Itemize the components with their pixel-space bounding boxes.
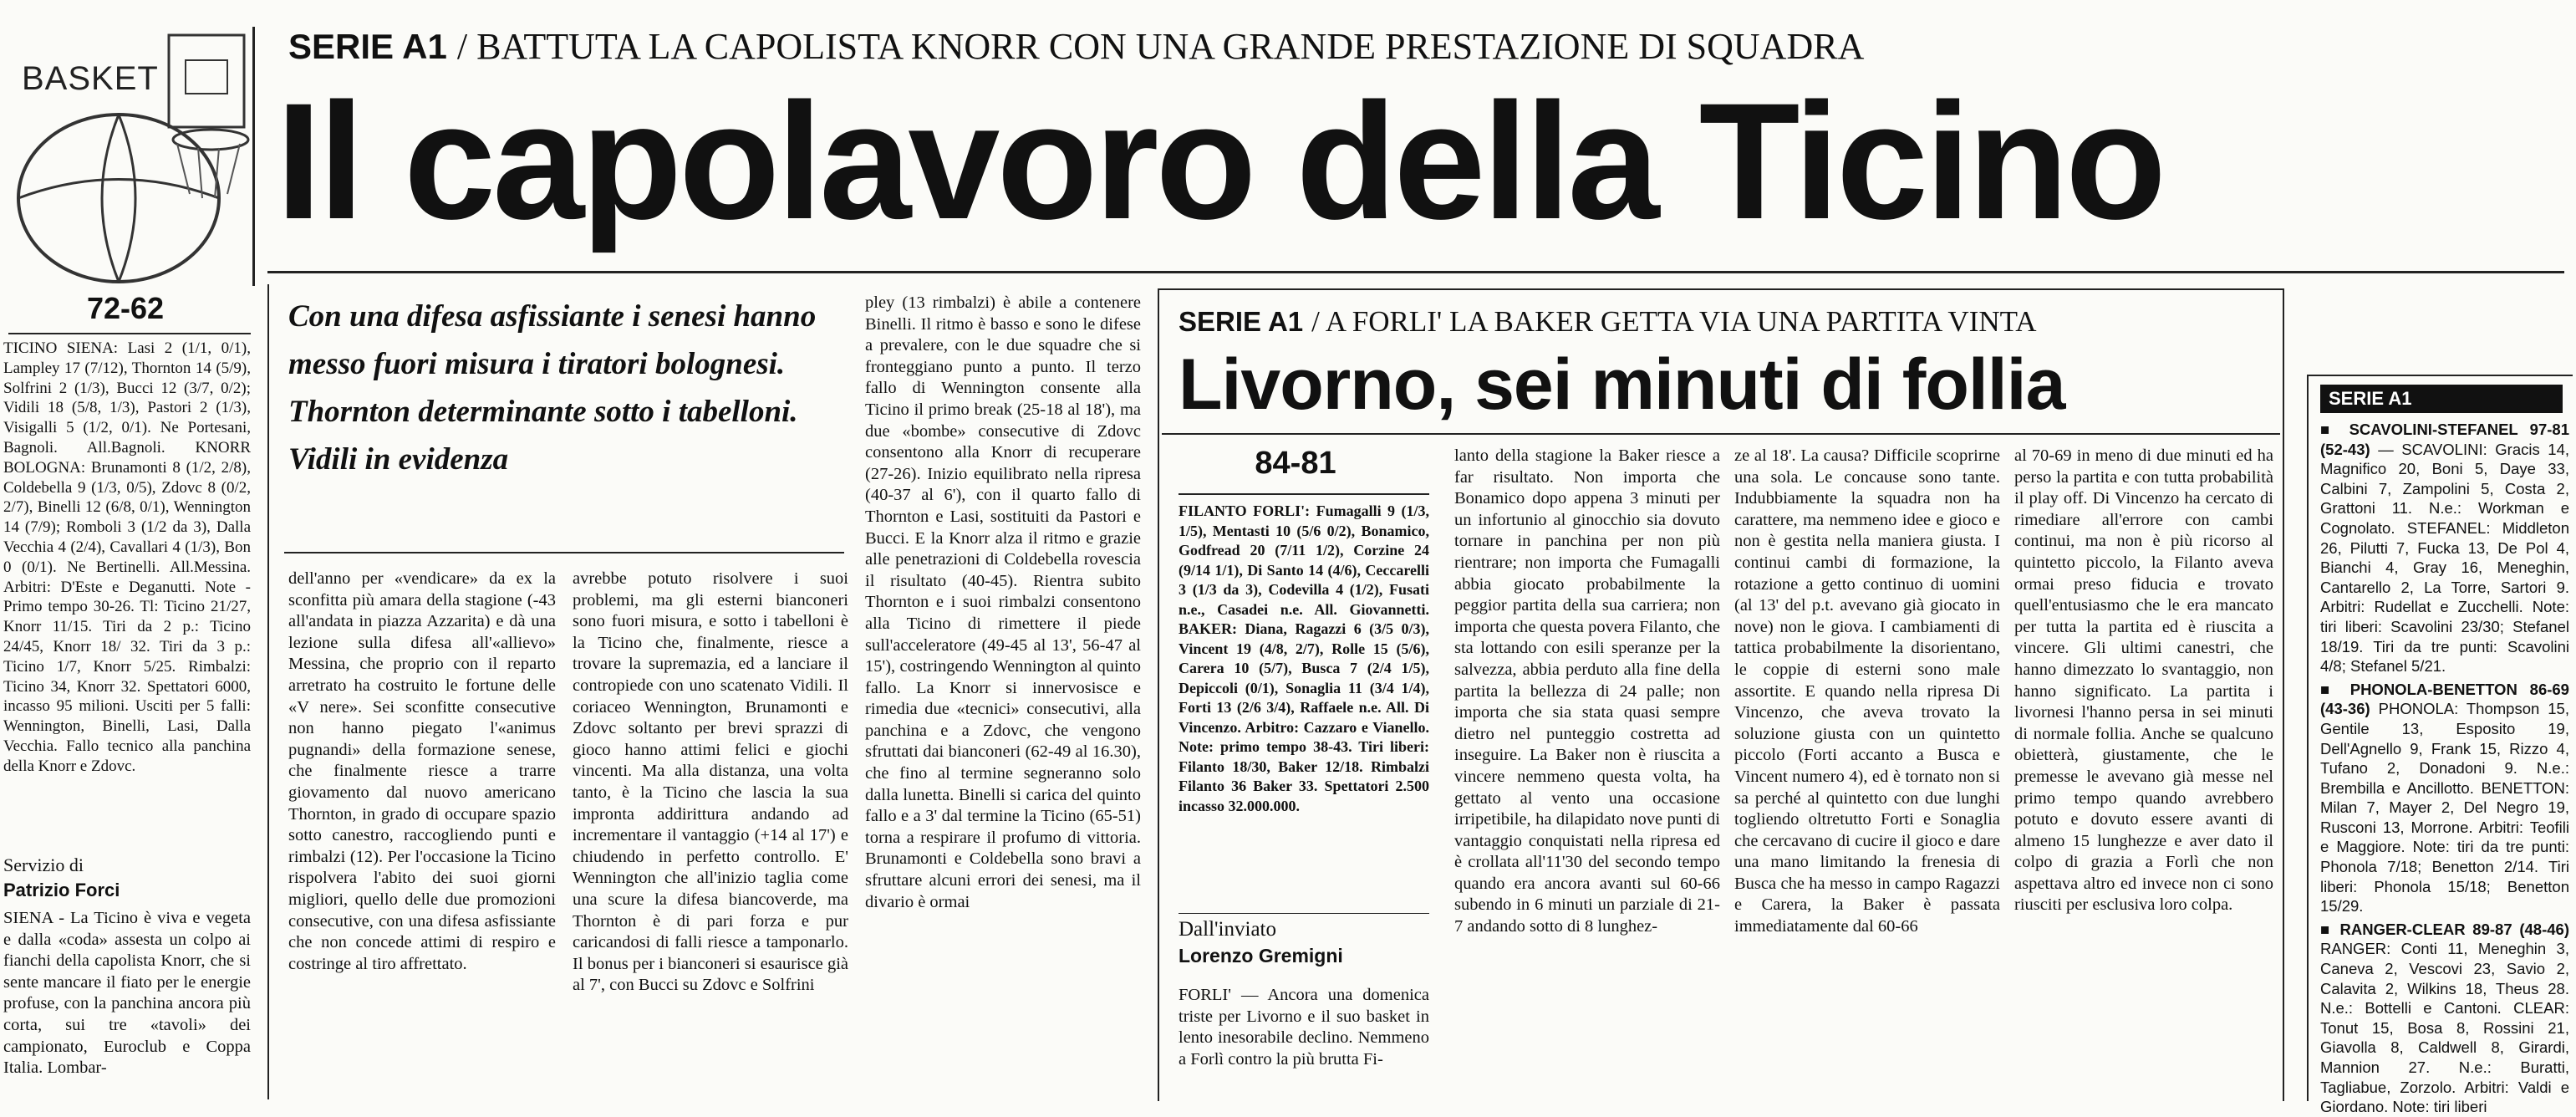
result-title: PHONOLA-BENETTON 86-69 (43-36) bbox=[2320, 680, 2569, 718]
second-score-box: 84-81 bbox=[1255, 446, 1336, 481]
second-column-3: ze al 18'. La causa? Difficile scoprirne una sola. Le concause sono tante. Indubbiamente la squadra non ha carattere, ma nemmeno idee e gioco e non è gestita nella maniera giusta. I continui cambi di formazione, la rotazione a getto continuo di uomini (al 13' del p.t. avevano già giocato in nove) non le giova. I cambiamenti di tattica probabilmente la disorientano, le coppie di esterni sono male assortite. E quando nella ripresa Di Vincenzo, che aveva trovato la soluzione giusta con un quintetto piccolo (Forti accanto a Busca e Vincent numero 4), ed è tornato non si sa perché al quintetto con due lunghi togliendo oltretutto Forti e Sonaglia che cercavano di cucire il gioco e dare una mano limitando la frenesia di Busca che ha messo in campo Ragazzi e Carera, la Baker è passata immediatamente dal 60-66 bbox=[1734, 446, 2000, 936]
second-column-1: FORLI' — Ancora una domenica triste per Livorno e il suo basket in lento inesorabile declino. Nemmeno a Forlì contro la più brutta Fi- bbox=[1179, 986, 1429, 1069]
page-title: Il capolavoro della Ticino bbox=[276, 69, 2163, 253]
results-sidebar bbox=[2307, 375, 2573, 1116]
second-tab-rule bbox=[1179, 913, 1429, 914]
second-score-divider bbox=[1179, 493, 1429, 495]
result-body: RANGER: Conti 11, Meneghin 3, Caneva 2, Vescovi 23, Savio 2, Calavita 2, Wilkins 18, Theus 28. N.e.: Bottelli e Cantoni. CLEAR: Tonut 15, Bosa 8, Rossini 21, Giavolla 8, Caldwell 8, Girardi, Mannion 27. N.e.: Buratti, Tagliabue, Zorzolo. Arbitri: Valdi e Giordano. Note: tiri liberi bbox=[2320, 940, 2569, 1116]
basketball-hoop-icon bbox=[2, 27, 252, 286]
main-kicker bbox=[288, 25, 1864, 68]
kicker-text: / BATTUTA LA CAPOLISTA KNORR CON UNA GRANDE PRESTAZIONE DI SQUADRA bbox=[456, 26, 1865, 67]
second-column-2: lanto della stagione la Baker riesce a far risultato. Non importa che Bonamico dopo appena 3 minuti per un infortunio al ginocchio sia dovuto tornare in panchina per non più rientrare; non importa che Fumagalli abbia giocato probabilmente la peggior partita della sua carriera; non importa che questa povera Filanto, che sta lottando con esili speranze per la salvezza, abbia perduto alla fine della partita la bellezza di 24 palle; non importa che sia stata quasi sempre dietro nel punteggio costretta ad inseguire. La Baker non è riuscita a vincere nemmeno questa volta, ha gettato al vento una occasione irripetibile, ha dilapidato nove punti di vantaggio conquistati nella ripresa ed è crollata all'11'30 del secondo tempo quando era ancora avanti sul 60-66 subendo in 6 minuti un parziale di 21-7 andando sotto di 8 lunghez- bbox=[1454, 446, 1720, 936]
second-headline-rule bbox=[1162, 433, 2280, 435]
byline-label: Servizio di bbox=[3, 854, 84, 875]
result-body: PHONOLA: Thompson 15, Gentile 13, Esposito 19, Dell'Agnello 9, Frank 15, Rizzo 4, Tufano 2, Donadoni 9. N.e.: Brembilla e Ancillotto. BENETTON: Milan 7, Mayer 2, Del Negro 19, Rusconi 13, Morrone. Arbitri: Teofili e Maggiore. Note: tiri da tre punti: Phonola 7/18; Benetton 2/14. Tiri liberi: Phonola 15/18; Benetton 15/29. bbox=[2320, 700, 2569, 916]
score-divider bbox=[8, 333, 251, 334]
score-box: 72-62 bbox=[86, 291, 165, 325]
results-header: SERIE A1 bbox=[2320, 385, 2563, 413]
section-tag: BASKET bbox=[22, 60, 159, 97]
article-column-4: pley (13 rimbalzi) è abile a contenere Binelli. Il ritmo è basso e sono le difese a prevalere, con le due squadre che si fronteggiano punto a punto. Il terzo fallo di Wennington consente alla Ticino il primo break (25-18 al 18'), ma due «bombe» consecutive di Zdovc consentono alla Knorr di recuperare (27-26). Inizio equilibrato nella ripresa (40-37 al 6'), con il quarto fallo di Thornton e Lasi, sostituiti da Pastori e Bucci. E la Knorr alza il ritmo e grazie alle penetrazioni di Coldebella rovescia il risultato (40-45). Rientra subito Thornton e i suoi rimbalzi consentono alla Ticino di rimettere il piede sull'acceleratore (49-45 al 13', 56-47 al 15'), costringendo Wennington al quinto fallo. La Knorr si innervosisce e rimedia due «tecnici» consecutivi, alla panchina e a Zdovc, che vengono sfruttati dai bianconeri (62-49 al 16.30), che fino al termine segneranno solo dalla lunetta. Binelli si carica del quinto fallo e a 3' dal termine la Ticino (65-51) torna a respirare il profumo di vittoria. Brunamonti e Coldebella sono bravi a sfruttare alcuni errori dei senesi, ma il divario è ormai bbox=[865, 293, 1141, 911]
bullet-icon: ■ bbox=[2320, 920, 2340, 938]
headline-rule bbox=[267, 271, 2564, 273]
second-kicker bbox=[1179, 305, 2036, 339]
article-column-3: avrebbe potuto risolvere i suoi problemi, ma gli esterni bianconeri sono fuori misura, e sotto i tabelloni è la Ticino che, finalmente, riesce a trovare la supremazia, ed a lanciare il contropiede con uno scatenato Vidili. Il coriaceo Wennington, Brunamonti e Zdovc soltanto per brevi sprazzi di gioco hanno attimi felici e giochi vincenti. Ma alla distanza, una volta tanto, è la Ticino che lascia la sua impronta addirittura andando ad incrementare il vantaggio (+14 al 17') e chiudendo in perfetto controllo. E' Wennington che all'inizio taglia come una scure la difesa biancoverde, ma Thornton è di pari forza e pur caricandosi di falli riesce a tamponarlo. Il bonus per i bianconeri si esaurisce già al 7', con Bucci su Zdovc e Solfrini bbox=[573, 569, 848, 995]
result-entry bbox=[2320, 680, 2569, 916]
result-body: — SCAVOLINI: Gracis 14, Magnifico 20, Boni 5, Daye 33, Calbini 7, Zampolini 5, Costa 2, Grattoni 11. N.e.: Workman e Cognolato. STEFANEL: Middleton 26, Pilutti 7, Fucka 13, De Pol 4, Bianchi 4, Gray 16, Meneghin, Cantarello 2, La Torre, Sartori 9. Arbitri: Rudellat e Zucchelli. Note: tiri liberi: Scavolini 23/30; Stefanel 18/19. Tiri da tre punti: Scavolini 4/8; Stefanel 5/21. bbox=[2320, 440, 2569, 676]
match-tabellino: TICINO SIENA: Lasi 2 (1/1, 0/1), Lampley 17 (7/12), Thornton 14 (5/9), Solfrini 2 (1/3), Bucci 12 (3/7, 0/2); Vidili 18 (5/8, 1/3), Pastori 2 (1/3), Visigalli 5 (1/2, 0/1). Ne Portesani, Bagnoli. All.Bagnoli. KNORR BOLOGNA: Brunamonti 8 (1/2, 2/8), Coldebella 9 (1/3, 0/5), Zdovc 8 (0/2, 2/7), Binelli 12 (6/8, 0/1), Wennington 14 (7/9); Romboli 3 (1/2 da 3), Dalla Vecchia 4 (2/4), Cavallari 4 (1/3), Bon 0 (0/1). Ne Bertinelli. All.Messina. Arbitri: D'Este e Deganutti. Note - Primo tempo 30-26. Tl: Ticino 21/27, Knorr 11/15. Tiri da 2 p.: Ticino 24/45, Knorr 18/ 32. Tiri da 3 p.: Ticino 1/7, Knorr 5/25. Rimbalzi: Ticino 34, Knorr 32. Spettatori 6000, incasso 95 milioni. Usciti per 5 falli: Wennington, Binelli, Lasi, Dalla Vecchia. Fallo tecnico alla panchina della Knorr e Zdovc. bbox=[3, 339, 251, 775]
section-logo bbox=[2, 27, 255, 286]
result-title: SCAVOLINI-STEFANEL 97-81 (52-43) bbox=[2320, 421, 2569, 458]
result-title: RANGER-CLEAR 89-87 (48-46) bbox=[2339, 920, 2569, 938]
second-byline-label: Dall'inviato bbox=[1179, 918, 1276, 941]
bullet-icon: ■ bbox=[2320, 680, 2350, 698]
second-kicker-tag: SERIE A1 bbox=[1179, 306, 1304, 337]
second-byline bbox=[1179, 918, 1429, 967]
kicker-tag: SERIE A1 bbox=[288, 27, 447, 66]
result-entry bbox=[2320, 920, 2569, 1117]
byline bbox=[3, 854, 251, 901]
second-byline-name: Lorenzo Gremigni bbox=[1179, 945, 1343, 967]
article-column-2: dell'anno per «vendicare» da ex la sconfitta più amara della stagione (-43 all'andata in piazza Azzarita) e dà una lezione sulla difesa all'«allievo» Messina, che proprio con il reparto arretrato ha costruito le fortune delle «V nere». Sei sconfitte consecutive non hanno piegato l'«animus pugnandi» della formazione senese, che finalmente riesce a trarre giovamento dal nuovo americano Thornton, in grado di occupare spazio sotto canestro, raccogliendo punti e rimbalzi (12). Per l'occasione la Ticino rispolvera l'abito dei suoi giorni migliori, quello delle due promozioni consecutive, con una difesa asfissiante che non concede attimi di respiro e costringe al tiro affrettato. bbox=[288, 569, 556, 973]
bullet-icon: ■ bbox=[2320, 421, 2349, 438]
second-column-4: al 70-69 in meno di due minuti ed ha perso la partita e con tutta probabilità il play off. Di Vincenzo ha cercato di rimediare all'errore con cambi continui, ma non è più ricorso al quintetto piccolo, la Filanto aveva ormai preso fiducia e trovato quell'entusiasmo che le era mancato per tutta la partita ed è riuscita a vincere. Gli ultimi canestri, che hanno dimezzato lo svantaggio, non hanno significato. La partita i livornesi l'hanno persa in sei minuti di normale follia. Anche se qualcuno obietterà, giustamente, che le premesse le avevano già messe nel primo tempo quando avrebbero potuto e dovuto essere avanti di almeno 15 lunghezze e aver dato il colpo di grazia a Forlì che non aspettava altro ed invece non ci sono riusciti per esclusiva loro colpa. bbox=[2014, 446, 2273, 915]
byline-name: Patrizio Forci bbox=[3, 880, 120, 900]
column-rule bbox=[267, 284, 269, 1099]
subhead-rule bbox=[284, 552, 844, 553]
second-headline: Livorno, sei minuti di follia bbox=[1179, 344, 2065, 425]
second-tabellino: FILANTO FORLI': Fumagalli 9 (1/3, 1/5), Mentasti 10 (5/6 0/2), Bonamico, Godfread 20 (7/11 1/2), Corzine 24 (9/14 1/1), Di Santo 14 (4/6), Ceccarelli 3 (1/3 da 3), Codevilla 4 (1/2), Fusati n.e., Casadei n.e. All. Giovannetti. BAKER: Diana, Ragazzi 6 (3/5 0/3), Vincent 19 (4/8, 2/7), Rolle 15 (5/6), Carera 10 (5/7), Busca 7 (2/4 1/5), Depiccoli (0/1), Sonaglia 11 (3/4 1/4), Forti 13 (2/6 3/4), Raffaele n.e. All. Di Vincenzo. Arbitro: Cazzaro e Vianello. Note: primo tempo 38-43. Tiri liberi: Filanto 18/30, Baker 12/18. Rimbalzi Filanto 36 Baker 33. Spettatori 2.500 incasso 32.000.000. bbox=[1179, 502, 1429, 814]
second-kicker-text: / A FORLI' LA BAKER GETTA VIA UNA PARTITA VINTA bbox=[1311, 305, 2037, 338]
result-entry bbox=[2320, 420, 2569, 676]
article-column-1: SIENA - La Ticino è viva e vegeta e dalla «coda» assesta un colpo ai fianchi della capolista Knorr, che si sente mancare il fiato per le energie profuse, con la panchina ancora più corta, sui tre «tavoli» dei campionato, Euroclub e Coppa Italia. Lombar- bbox=[3, 909, 251, 1078]
article-subhead: Con una difesa asfissiante i senesi hanno messo fuori misura i tiratori bolognesi. Thornton determinante sotto i tabelloni. Vidili in evidenza bbox=[288, 299, 817, 477]
